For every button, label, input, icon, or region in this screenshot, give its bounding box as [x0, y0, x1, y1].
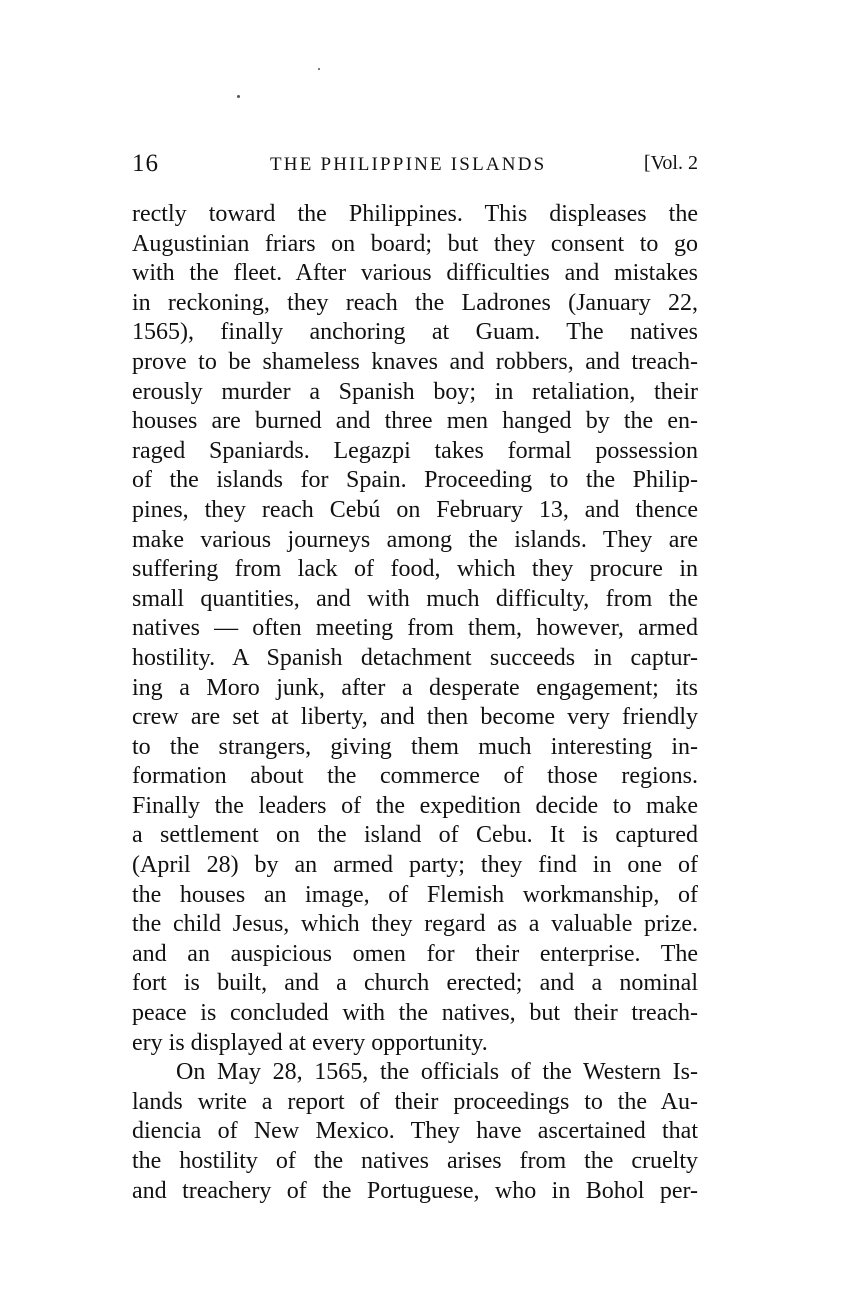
text-line: crew are set at liberty, and then become very friendly [132, 704, 698, 731]
text-line: ing a Moro junk, after a desperate engagement; its [132, 674, 698, 701]
paper-speck [237, 95, 240, 98]
text-line: and an auspicious omen for their enterprise. The [132, 940, 698, 967]
page-number: 16 [132, 150, 159, 177]
text-line: the child Jesus, which they regard as a valuable prize. [132, 911, 698, 938]
text-line: pines, they reach Cebú on February 13, and thence [132, 496, 698, 523]
text-line: to the strangers, giving them much interesting in- [132, 733, 698, 760]
text-line: raged Spaniards. Legazpi takes formal possession [132, 437, 698, 464]
text-line: the hostility of the natives arises from the cruelty [132, 1148, 698, 1174]
text-line: prove to be shameless knaves and robbers, and treach- [132, 348, 698, 375]
paragraph [132, 1058, 698, 1206]
text-line: small quantities, and with much difficulty, from the [132, 585, 698, 612]
text-line: fort is built, and a church erected; and a nominal [132, 970, 698, 997]
text-line: natives — often meeting from them, however, armed [132, 615, 698, 642]
text-line: (April 28) by an armed party; they find in one of [132, 852, 698, 879]
text-line: and treachery of the Portuguese, who in Bohol per- [132, 1177, 698, 1204]
text-line: peace is concluded with the natives, but their treach- [132, 1000, 698, 1027]
text-line: On May 28, 1565, the officials of the Western Is- [176, 1059, 698, 1086]
text-line: make various journeys among the islands. They are [132, 526, 698, 553]
text-line: ery is displayed at every opportunity. [132, 1029, 488, 1056]
volume-label: [Vol. 2 [643, 152, 698, 174]
text-line: of the islands for Spain. Proceeding to the Philip- [132, 467, 698, 494]
text-line: Augustinian friars on board; but they consent to go [132, 230, 698, 257]
text-line: erously murder a Spanish boy; in retaliation, their [132, 378, 698, 405]
body-text [132, 200, 698, 1206]
text-line: Finally the leaders of the expedition decide to make [132, 792, 698, 819]
page-header [132, 150, 698, 180]
text-line: diencia of New Mexico. They have ascertained that [132, 1118, 698, 1145]
text-line: in reckoning, they reach the Ladrones (January 22, [132, 289, 698, 316]
text-line: with the fleet. After various difficulties and mistakes [132, 260, 698, 287]
text-line: suffering from lack of food, which they procure in [132, 556, 698, 583]
text-line: 1565), finally anchoring at Guam. The natives [132, 319, 698, 346]
text-line: houses are burned and three men hanged by the en- [132, 408, 698, 435]
text-line: the houses an image, of Flemish workmanship, of [132, 881, 698, 908]
text-line: formation about the commerce of those regions. [132, 763, 698, 790]
text-line: hostility. A Spanish detachment succeeds in captur- [132, 644, 698, 671]
text-line: rectly toward the Philippines. This displeases the [132, 201, 698, 227]
text-line: lands write a report of their proceedings to the Au- [132, 1088, 698, 1115]
paragraph [132, 200, 698, 1058]
running-title: THE PHILIPPINE ISLANDS [270, 154, 547, 175]
paper-speck [318, 68, 320, 70]
text-line: a settlement on the island of Cebu. It is captured [132, 822, 698, 849]
